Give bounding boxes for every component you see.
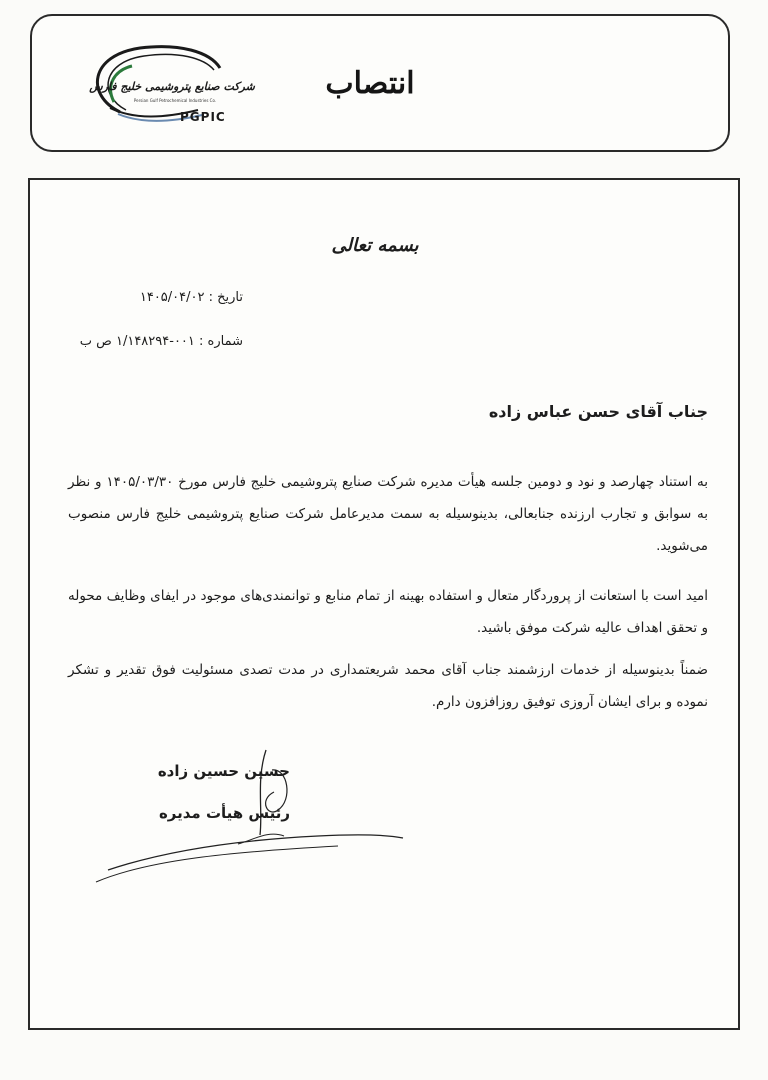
logo-name-en: Persian Gulf Petrochemical Industries Co. [133,98,217,103]
paragraph-3: ضمناً بدینوسیله از خدمات ارزشمند جناب آقای محمد شریعتمداری در مدت تصدی مسئولیت فوق تقدیر و تشکر نموده و برای ایشان آروزی توفیق روزافزون دارم. [68,662,708,710]
logo-abbrev: PGPIC [180,110,226,124]
signatory-name: حسین حسین زاده [157,762,290,780]
letter-date: تاریخ : ۱۴۰۵/۰۴/۰۲ [139,290,243,305]
letter-number: شماره : ۰۰۱-۱/۱۴۸۲۹۴ ص ب [79,334,243,349]
signatory-title: رئیس هیأت مدیره [158,804,290,822]
invocation: بسمه تعالی [331,235,419,256]
page-title: انتصاب [325,66,415,101]
paragraph-1: به استناد چهارصد و نود و دومین جلسه هیأت مدیره شرکت صنایع پتروشیمی خلیج فارس مورخ ۱۴۰۵/۰۳/۳۰ و نظر به سوابق و تجارب ارزنده جنابعالی، بدینوسیله به سمت مدیرعامل شرکت صنایع پتروشیمی خلیج فارس منصوب می‌شوید. [68,474,708,554]
recipient: جناب آقای حسن عباس زاده [488,402,708,421]
handwritten-signature [88,740,418,890]
logo-name-fa: شرکت صنایع پتروشیمی خلیج فارس [89,80,255,93]
paragraph-2: امید است با استعانت از پروردگار متعال و استفاده بهینه از تمام منابع و توانمندی‌های موجود در ایفای وظایف محوله و تحقق اهداف عالیه شرکت موفق باشید. [68,588,708,636]
